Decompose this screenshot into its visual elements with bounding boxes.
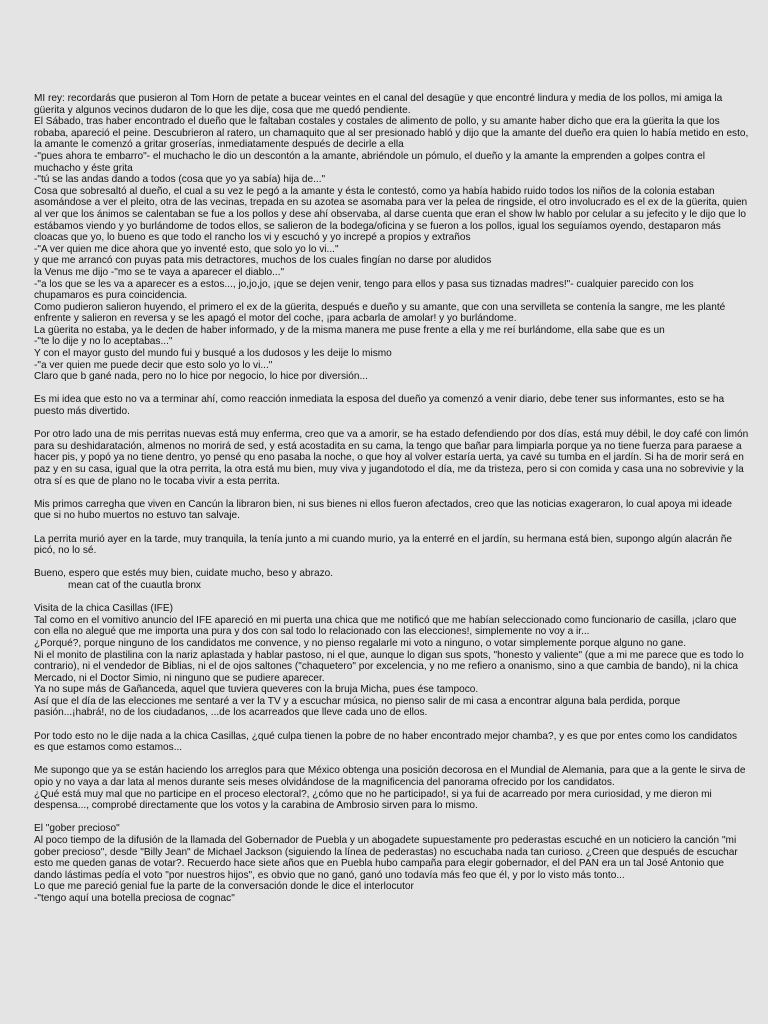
paragraph [34, 765, 756, 811]
text-line: -"te lo dije y no lo aceptabas..." [34, 336, 173, 348]
paragraph [34, 823, 756, 904]
text-line: Tal como en el vomitivo anuncio del IFE apareció en mi puerta una chica que me notificó que me habían seleccionado como funcionario de casilla, ¡claro que [34, 614, 737, 626]
text-line: Cosa que sobresaltó al dueño, el cual a su vez le pegó a la amante y ésta le contestó, como ya había habido ruido todos los niños de la colonia estaban [34, 185, 715, 197]
text-line: robaba, apareció el peine. Descubrieron al ratero, un chamaquito que al ser presionado habló y dijo que la amante del dueño era quien lo había metido en esto, [34, 127, 749, 139]
text-line: al ver que los ánimos se calentaban se fue a los pollos y dese ahí observaba, al darse cuenta que eran el show lw hablo por celular a su jefecito y le dijo que lo [34, 208, 747, 220]
text-line: muchacho y éste grita [34, 162, 133, 174]
text-line: -"a ver quien me puede decir que esto solo yo lo vi..." [34, 359, 273, 371]
paragraph [34, 534, 756, 557]
text-line: puesto más divertido. [34, 406, 130, 418]
text-line: es que estamos como estamos... [34, 742, 183, 754]
text-line: Bueno, espero que estés muy bien, cuidate mucho, beso y abrazo. [34, 568, 334, 580]
text-line: La perrita murió ayer en la tarde, muy tranquila, la tenía junto a mi cuando murio, ya la enterré en el jardín, su hermana está bien, supongo algún alacrán ñe [34, 533, 733, 545]
text-line: El "gober precioso" [34, 823, 120, 835]
paragraph [34, 429, 756, 487]
text-line: Me supongo que ya se están haciendo los arreglos para que México obtenga una posición decorosa en el Mundial de Alemania, para que a la gente le sirva de [34, 765, 746, 777]
text-line: Es mi idea que esto no va a terminar ahí, como reacción inmediata la esposa del dueño ya comenzó a venir diario, debe tener sus informantes, esto se ha [34, 394, 725, 406]
text-line: gober precioso", desde "Billy Jean" de Michael Jackson (siguiendo la línea de pederastas) no escuchaba nada tan curioso. ¿Creen que después de escuchar [34, 846, 738, 858]
text-line: Claro que b gané nada, pero no lo hice por negocio, lo hice por diversión... [34, 371, 368, 383]
text-line: -"A ver quien me dice ahora que yo inventé esto, que solo yo lo vi..." [34, 243, 339, 255]
text-line: otra sí es que de plano no le tocaba vivir a esta perrita. [34, 475, 280, 487]
paragraph [34, 499, 756, 522]
text-line: Mis primos carregha que viven en Cancún la libraron bien, ni sus bienes ni ellos fueron afectados, creo que las noticias exageraron, lo cual apoya mi ideade [34, 498, 732, 510]
text-line: MI rey: recordarás que pusieron al Tom Horn de petate a bucear veintes en el canal del desagüe y que encontré lindura y media de los pollos, mi amiga la [34, 93, 723, 104]
text-line: ¿Qué está muy mal que no participe en el proceso electoral?, ¿cómo que no he participado!, si ya fui de acarreado por mera curiosidad, y me dieron mi [34, 788, 712, 800]
text-line: El Sábado, tras haber encontrado el dueño que le faltaban costales y costales de alimento de pollo, y su amante haber dicho que era la güerita la que los [34, 116, 720, 128]
text-line: Y con el mayor gusto del mundo fui y busqué a los dudosos y les deije lo mismo [34, 348, 392, 360]
text-line: Como pudieron salieron huyendo, el primero el ex de la güerita, después e dueño y su amante, que con una servilleta se contenía la sangre, me les planté [34, 301, 726, 313]
text-line: paz y en su casa, igual que la otra perrita, la otra está mu bien, muy viva y jugandotodo el día, me da tristeza, pero si con comida y casa una no sobrevivie y la [34, 464, 744, 475]
paragraph [34, 731, 756, 754]
text-line: Al poco tiempo de la difusión de la llamada del Gobernador de Puebla y un abogadete supuestamente pro pederastas escuché en un noticiero la canción "mi [34, 835, 737, 846]
paragraph [34, 568, 756, 591]
text-line: Así que el día de las elecciones me sentaré a ver la TV y a escuchar música, no pienso salir de mi casa a encontrar alguna bala perdida, porque [34, 695, 681, 707]
text-line: -"a los que se les va a aparecer es a estos..., jo,jo,jo, ¡que se dejen venir, tengo para ellos y pasa sus tiznadas madres!"- cualquier parecido con los [34, 278, 694, 290]
text-line: picó, no lo sé. [34, 545, 97, 557]
text-line: hacer pis, y popó ya no tiene dentro, yo pensé qu eno pasaba la noche, o que hoy al volver estaría uerta, ya cavé su tumba en el jardín. Si ha de morir será en [34, 452, 744, 464]
text-line: -"tengo aquí una botella preciosa de cognac" [34, 892, 235, 904]
text-line: Visita de la chica Casillas (IFE) [34, 603, 173, 615]
text-line: cloacas que yo, lo bueno es que todo el rancho los vi y escuchó y yo increpé a propios y extraños [34, 232, 471, 244]
text-line: esto me queden ganas de votar?. Recuerdo hace siete años que en Puebla hubo campaña para elegir gobernador, el del PAN era un tal José Antonio que [34, 858, 725, 870]
text-line: para su deshidaratación, almenos no morirá de sed, y está acostadita en su cama, la tengo que bañar para limpiarla porque ya no tiene fuerza para paraese a [34, 440, 742, 452]
text-line: -"tú se las andas dando a todos (cosa que yo ya sabía) hija de..." [34, 174, 326, 186]
text-line: asomándose a ver el pleito, otra de las vecinas, trepada en su azotea se asomaba para ver la pelea de ringside, el otro involucrado es el ex de la güerita, quien [34, 197, 748, 209]
text-line: la amante le comenzó a gritar groserías, inmediatamente después de decirle a ella [34, 139, 404, 151]
text-line: La güerita no estaba, ya le deden de haber informado, y de la misma manera me puse frente a ella y me reí burlándome, ella sabe que es un [34, 324, 665, 336]
text-line: estábamos viendo y yo burlándome de todos ellos, se salieron de la bodega/oficina y se fueron a los pollos, igual los seguíamos oyendo, destaparon más [34, 220, 721, 232]
text-line: y que me arrancó con puyas pata mis detractores, muchos de los cuales fingían no darse por aludidos [34, 255, 492, 267]
text-line: Por otro lado una de mis perritas nuevas está muy enferma, creo que va a amorir, se ha estado defendiendo por dos días, está muy débil, le doy café con limón [34, 429, 749, 441]
signature-line: mean cat of the cuautla bronx [68, 579, 201, 591]
text-line: despensa..., comprobé directamente que los votos y la carabina de Ambrosio sirven para lo mismo. [34, 800, 478, 812]
text-line: Por todo esto no le dije nada a la chica Casillas, ¿qué culpa tienen la pobre de no haber encontrado mejor chamba?, y es que por entes como los candidatos [34, 730, 738, 742]
paragraph [34, 93, 756, 383]
text-line: Ya no supe más de Gañanceda, aquel que tuviera queveres con la bruja Micha, pues ése tampoco. [34, 684, 479, 696]
text-line: enfrente y salieron en reversa y se les apagó el motor del coche, ¡para acbarla de amolar! y yo burlándome. [34, 313, 517, 325]
paragraph [34, 394, 756, 417]
text-line: Ni el monito de plastilina con la nariz aplastada y hablar pastoso, ni el que, aunque lo digan sus spots, "honesto y valiente" (que a mi me parece que es todo lo [34, 649, 744, 661]
text-line: opio y no vaya a dar lata al menos durante seis meses olvidándose de la magnificencia del panorama ofrecido por los candidatos. [34, 777, 615, 789]
text-line: -"pues ahora te embarro"- el muchacho le dio un descontón a la amante, abriéndole un pómulo, el dueño y la amante la emprenden a golpes contra el [34, 150, 705, 162]
text-line: la Venus me dijo -"mo se te vaya a aparecer el diablo..." [34, 266, 285, 278]
text-line: que si no hubo muertos no estuvo tan salvaje. [34, 510, 240, 522]
text-line: ¿Porqué?, porque ninguno de los candidatos me convence, y no pienso regalarle mi voto a ninguno, o votar simplemente porque alguno no gane. [34, 637, 687, 649]
paragraph [34, 603, 756, 719]
letter-text [34, 93, 756, 916]
text-line: Lo que me pareció genial fue la parte de la conversación donde le dice el interlocutor [34, 881, 414, 893]
text-line: dando lástimas pedía el voto "por nuestros hijos", es obvio que no ganó, ganó uno todavía más feo que él, y por lo visto más tonto... [34, 869, 625, 881]
text-line: pasión...¡habrá!, no de los ciudadanos, ...de los acarreados que lleve cada uno de ellos. [34, 707, 428, 719]
text-line: chupamaros es pura coincidencia. [34, 290, 188, 302]
text-line: contrario), ni el vendedor de Biblias, ni el de ojos saltones ("chaquetero" por excelencia, y no me refiero a onanismo, sino a que cambia de bando), ni la chica [34, 661, 739, 673]
text-line: güerita y algunos vecinos dudaron de lo que les dije, cosa que me quedó pendiente. [34, 104, 411, 116]
text-line: Mercado, ni el Doctor Simio, ni ninguno que se pudiere aparecer. [34, 672, 325, 684]
text-line: con ella no alegué que me importa una pura y dos con sal todo lo relacionado con las elecciones!, simplemente no voy a ir... [34, 626, 590, 638]
